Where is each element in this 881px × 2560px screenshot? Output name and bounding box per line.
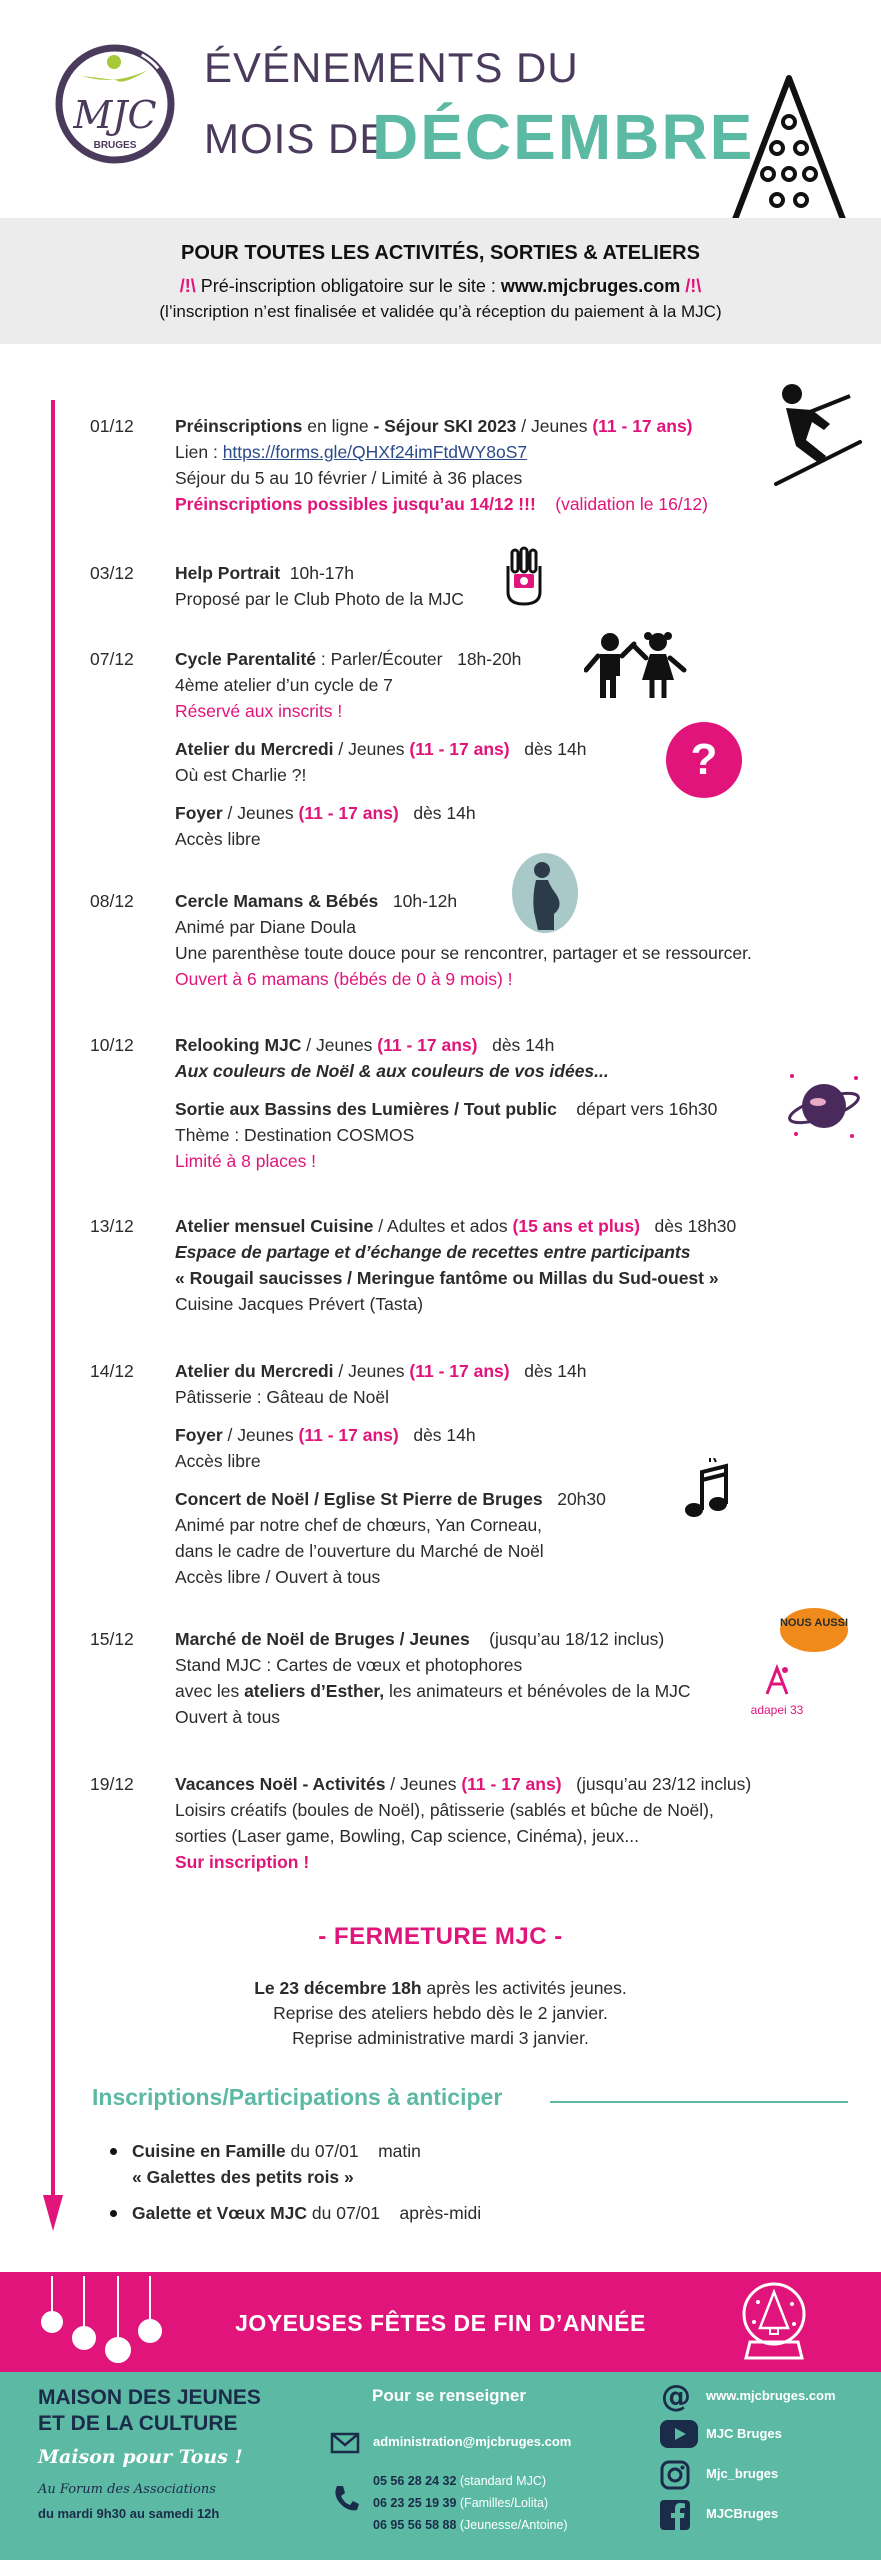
planet-icon bbox=[782, 1064, 866, 1148]
inscriptions-rule bbox=[550, 2101, 848, 2103]
closing-title: - FERMETURE MJC - bbox=[318, 1923, 563, 1950]
header bbox=[0, 0, 881, 218]
event-title: Préinscriptions bbox=[175, 416, 303, 436]
contact-email[interactable]: administration@mjcbruges.com bbox=[373, 2434, 572, 2449]
at-sign-icon bbox=[660, 2380, 692, 2412]
event-title: Cercle Mamans & Bébés bbox=[175, 891, 379, 911]
banner-line2-text: Pré-inscription obligatoire sur le site : bbox=[200, 276, 496, 296]
org-name-line1: MAISON DES JEUNES bbox=[38, 2386, 261, 2409]
forms-link[interactable]: https://forms.gle/QHXf24imFtdWY8oS7 bbox=[222, 442, 528, 462]
hand-camera-icon bbox=[502, 546, 546, 606]
snow-globe-icon bbox=[736, 2280, 812, 2362]
event-title: Atelier mensuel Cuisine bbox=[175, 1216, 374, 1236]
question-mark-icon: ? bbox=[666, 722, 742, 798]
page-title-line1: ÉVÉNEMENTS DU bbox=[204, 44, 579, 91]
instagram-icon bbox=[660, 2460, 690, 2490]
adapei-logo: adapei 33 bbox=[742, 1662, 812, 1718]
event-date: 19/12 bbox=[90, 1774, 134, 1794]
facebook-icon bbox=[660, 2500, 690, 2530]
event-body: Relooking MJC / Jeunes (11 - 17 ans) dès 14h Aux couleurs de Noël & aux couleurs de vos idées... Sortie aux Bassins des Lumières / Tout public départ vers 16h30 Thème : Destination COSMOS Limité à 8 places ! bbox=[175, 1035, 718, 1171]
nous-aussi-logo bbox=[778, 1604, 850, 1656]
org-name-line2: ET DE LA CULTURE bbox=[38, 2412, 238, 2435]
event-date: 08/12 bbox=[90, 891, 134, 911]
event-body: Cycle Parentalité : Parler/Écouter 18h-20h 4ème atelier d’un cycle de 7 Réservé aux inscrits ! Atelier du Mercredi / Jeunes (11 - 17 ans) dès 14h Où est Charlie ?! Foyer / Jeunes (11 - 17 ans) dès 14h Accès libre bbox=[175, 649, 587, 849]
event-date: 03/12 bbox=[90, 563, 134, 583]
org-tagline: Maison pour Tous ! bbox=[38, 2446, 243, 2468]
social-website[interactable]: www.mjcbruges.com bbox=[706, 2388, 836, 2403]
event-body: Vacances Noël - Activités / Jeunes (11 - 17 ans) (jusqu’au 23/12 inclus) Loisirs créatifs (boules de Noël), pâtisserie (sablés et bûche de Noël), sorties (Laser game, Bowling, Cap science, Cinéma), jeux... Sur inscription ! bbox=[175, 1774, 752, 1872]
closing-line1: Le 23 décembre 18h après les activités jeunes. bbox=[254, 1978, 627, 1998]
event-date: 07/12 bbox=[90, 649, 134, 669]
event-date: 01/12 bbox=[90, 416, 134, 436]
phone-youth[interactable]: 06 95 56 58 88 (Jeunesse/Antoine) bbox=[373, 2518, 568, 2532]
event-date: 14/12 bbox=[90, 1361, 134, 1381]
phone-standard[interactable]: 05 56 28 24 32 (standard MJC) bbox=[373, 2474, 547, 2488]
closing-line2: Reprise des ateliers hebdo dès le 2 janvier. bbox=[273, 2003, 608, 2023]
social-instagram[interactable]: Mjc_bruges bbox=[706, 2466, 779, 2481]
event-date: 15/12 bbox=[90, 1629, 134, 1649]
event-title: Atelier du Mercredi bbox=[175, 1361, 334, 1381]
holiday-message: JOYEUSES FÊTES DE FIN D’ANNÉE bbox=[235, 2310, 646, 2336]
mjc-logo bbox=[52, 40, 178, 168]
event-body: Help Portrait 10h-17h Proposé par le Club Photo de la MJC bbox=[175, 563, 464, 609]
event-title: Concert de Noël bbox=[175, 1489, 310, 1509]
music-note-icon bbox=[682, 1458, 730, 1520]
event-title: Marché de Noël de Bruges bbox=[175, 1629, 395, 1649]
svg-text:@: @ bbox=[661, 2380, 691, 2412]
svg-text:NOUS AUSSI: NOUS AUSSI bbox=[779, 1617, 849, 1629]
event-title: Help Portrait bbox=[175, 563, 281, 583]
bullet-icon bbox=[110, 2210, 117, 2217]
timeline-arrow bbox=[43, 2195, 63, 2231]
svg-text:MJC: MJC bbox=[73, 93, 157, 137]
youtube-icon bbox=[660, 2420, 698, 2448]
event-title: Foyer bbox=[175, 803, 223, 823]
org-address: Au Forum des Associations bbox=[38, 2482, 216, 2497]
svg-text:BRUGES: BRUGES bbox=[93, 140, 137, 151]
inscriptions-title: Inscriptions/Participations à anticiper bbox=[92, 2084, 503, 2110]
event-title: Relooking MJC bbox=[175, 1035, 302, 1055]
event-body: Atelier du Mercredi / Jeunes (11 - 17 ans) dès 14h Pâtisserie : Gâteau de Noël Foyer / Jeunes (11 - 17 ans) dès 14h Accès libre Concert de Noël / Eglise St Pierre de Bruges 20h30 Animé par notre chef de chœurs, Yan Corneau, dans le cadre de l’ouverture du Marché de Noël Accès libre / Ouvert à tous bbox=[175, 1361, 606, 1587]
banner-title: POUR TOUTES LES ACTIVITÉS, SORTIES & ATELIERS bbox=[181, 242, 700, 264]
warning-mark: /!\ bbox=[685, 276, 702, 296]
org-hours: du mardi 9h30 au samedi 12h bbox=[38, 2506, 220, 2521]
mail-icon bbox=[330, 2432, 360, 2454]
bullet-icon bbox=[110, 2148, 117, 2155]
event-body: Cercle Mamans & Bébés 10h-12h Animé par Diane Doula Une parenthèse toute douce pour se rencontrer, partager et se ressourcer. Ouvert à 6 mamans (bébés de 0 à 9 mois) ! bbox=[175, 891, 752, 989]
footer bbox=[0, 2372, 881, 2560]
event-body: Marché de Noël de Bruges / Jeunes (jusqu’au 18/12 inclus) Stand MJC : Cartes de vœux et photophores avec les ateliers d’Esther, les animateurs et bénévoles de la MJC Ouvert à tous bbox=[175, 1629, 691, 1727]
event-title: Sortie aux Bassins des Lumières bbox=[175, 1099, 450, 1119]
banner-line3: (l’inscription n’est finalisée et validée qu’à réception du paiement à la MJC) bbox=[159, 302, 722, 321]
closing-line3: Reprise administrative mardi 3 janvier. bbox=[292, 2028, 589, 2048]
event-body: Atelier mensuel Cuisine / Adultes et ados (15 ans et plus) dès 18h30 Espace de partage et d’échange de recettes entre participants « Rougail saucisses / Meringue fantôme ou Millas du Sud-ouest » Cuisine Jacques Prévert (Tasta) bbox=[175, 1216, 737, 1314]
phone-icon bbox=[333, 2484, 359, 2512]
page-title-line2: MOIS DE bbox=[204, 115, 389, 162]
social-facebook[interactable]: MJCBruges bbox=[706, 2506, 779, 2521]
event-body: Préinscriptions en ligne - Séjour SKI 2023 / Jeunes (11 - 17 ans) Lien : https://forms.gle/QHXf24imFtdWY8oS7 Séjour du 5 au 10 février / Limité à 36 places Préinscriptions possibles jusqu’au 14/12 !!! (validation le 16/12) bbox=[175, 416, 708, 514]
phone-families[interactable]: 06 23 25 19 39 (Familles/Lolita) bbox=[373, 2496, 549, 2510]
pregnant-woman-icon bbox=[510, 852, 580, 934]
event-title: Cycle Parentalité bbox=[175, 649, 317, 669]
contact-title: Pour se renseigner bbox=[372, 2386, 527, 2405]
registration-banner bbox=[0, 218, 881, 344]
page-title-month: DÉCEMBRE bbox=[372, 101, 755, 173]
event-title: Atelier du Mercredi bbox=[175, 739, 334, 759]
skier-icon bbox=[772, 380, 862, 490]
holiday-band bbox=[0, 2272, 881, 2372]
children-icon bbox=[584, 630, 688, 700]
social-youtube[interactable]: MJC Bruges bbox=[706, 2426, 782, 2441]
event-date: 10/12 bbox=[90, 1035, 134, 1055]
event-title: Vacances Noël - Activités bbox=[175, 1774, 386, 1794]
warning-mark: /!\ bbox=[179, 276, 196, 296]
event-date: 13/12 bbox=[90, 1216, 134, 1236]
banner-line2 bbox=[0, 276, 881, 297]
event-title: Foyer bbox=[175, 1425, 223, 1445]
site-link[interactable]: www.mjcbruges.com bbox=[500, 276, 681, 296]
